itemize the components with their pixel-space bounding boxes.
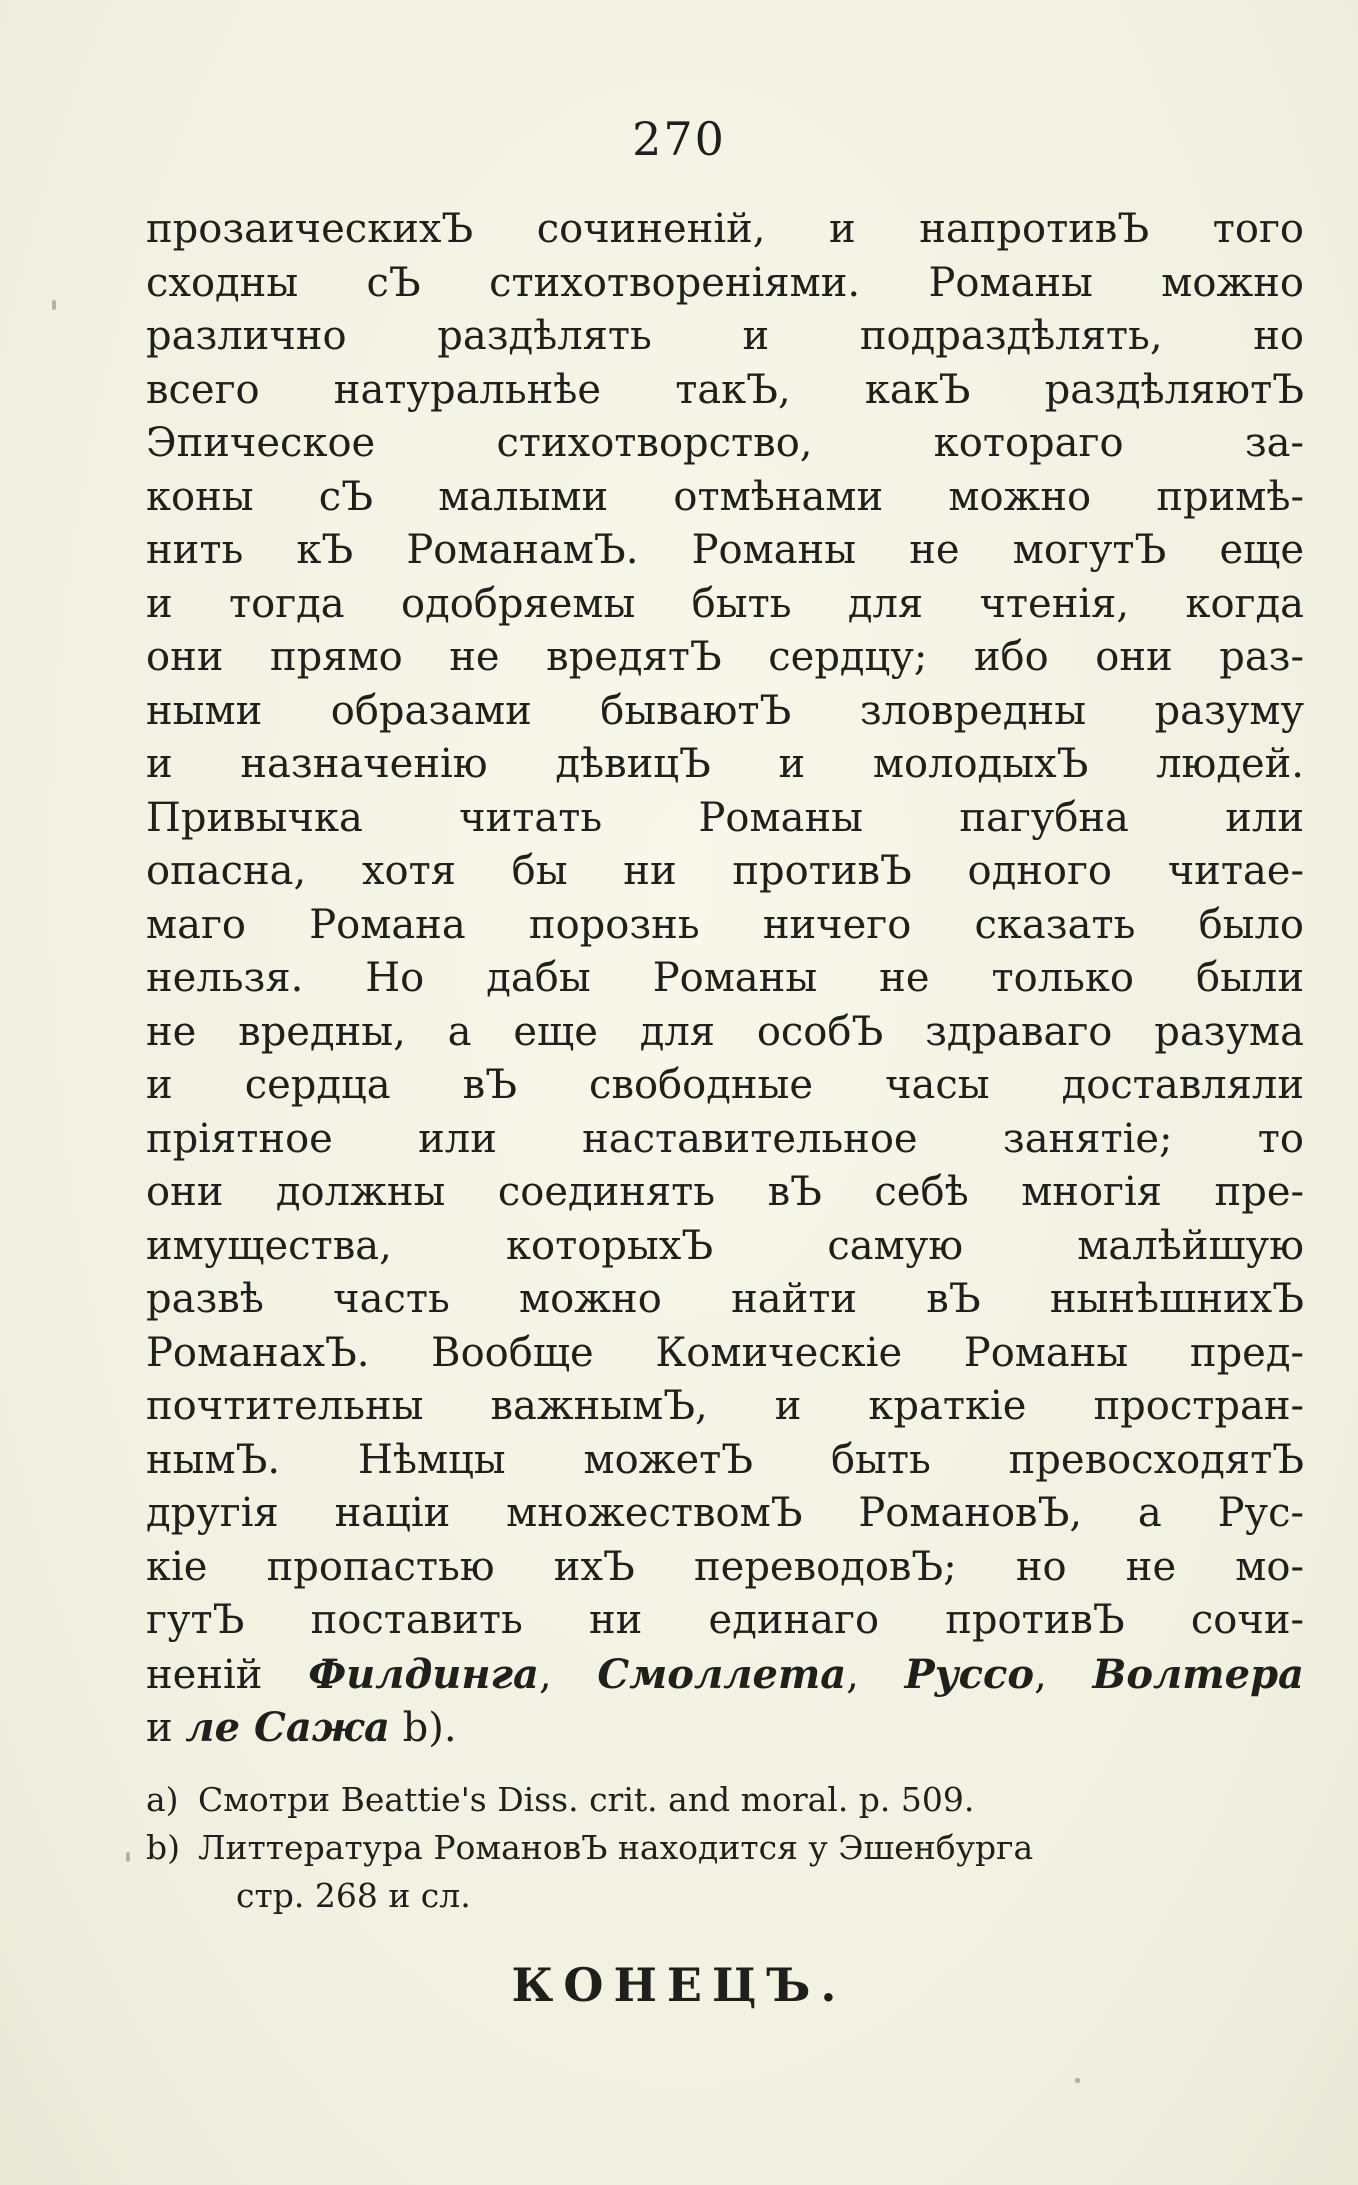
- text-line: ными образами бываютЪ зловредны разуму: [146, 687, 1304, 734]
- text-line: они должны соединять вЪ себѣ многія пре-: [146, 1169, 1304, 1215]
- text-line: они прямо не вредятЪ сердцу; ибо они раз-: [146, 634, 1304, 680]
- main-text: [146, 203, 1304, 1755]
- footnote-text: Смотри Beattie's Diss. crit. and moral. p. 509.: [198, 1780, 975, 1819]
- footnote-text: Литтература РомановЪ находится у Эшенбурга: [198, 1828, 1034, 1867]
- text-line: опасна, хотя бы ни противЪ одного читае-: [146, 848, 1304, 894]
- author-name-lesage: ле Сажа: [185, 1704, 390, 1751]
- page-number: 270: [632, 112, 726, 166]
- footnote-b: [146, 1824, 1304, 1872]
- text-line: и назначенію дѣвицЪ и молодыхЪ людей.: [146, 741, 1304, 787]
- author-name-rousseau: Руссо: [904, 1650, 1035, 1698]
- text-line: другія націи множествомЪ РомановЪ, а Рус-: [146, 1490, 1304, 1536]
- text-line: нымЪ. Нѣмцы можетЪ быть превосходятЪ: [146, 1436, 1304, 1483]
- text-line: сходны сЪ стихотвореніями. Романы можно: [146, 259, 1304, 306]
- text-line: гутЪ поставить ни единаго противЪ сочи-: [146, 1597, 1304, 1643]
- author-name-fielding: Филдинга: [308, 1650, 539, 1698]
- text-line: и тогда одобряемы быть для чтенія, когда: [146, 580, 1304, 627]
- text-line: нить кЪ РоманамЪ. Романы не могутЪ еще: [146, 527, 1304, 573]
- footnote-b-continuation: стр. 268 и сл.: [236, 1876, 471, 1915]
- paper-speck: [52, 300, 56, 310]
- text-line: всего натуральнѣе такЪ, какЪ раздѣляютЪ: [146, 366, 1304, 413]
- text-line: Привычка читать Романы пагубна или: [146, 794, 1304, 841]
- the-end-heading: КОНЕЦЪ.: [511, 1958, 847, 2012]
- text-line: почтительны важнымЪ, и краткіе простран-: [146, 1383, 1304, 1429]
- footnote-marker: a): [146, 1780, 179, 1819]
- author-name-smollett: Смоллета: [597, 1650, 847, 1698]
- text-line: коны сЪ малыми отмѣнами можно примѣ-: [146, 473, 1304, 520]
- text-line: имущества, которыхЪ самую малѣйшую: [146, 1222, 1304, 1269]
- text-line: развѣ часть можно найти вЪ нынѣшнихЪ: [146, 1276, 1304, 1322]
- text-line: РоманахЪ. Вообще Комическіе Романы пред-: [146, 1329, 1304, 1376]
- author-name-voltaire: Волтера: [1092, 1650, 1304, 1698]
- text-line: нельзя. Но дабы Романы не только были: [146, 955, 1304, 1001]
- name-separator: ,: [846, 1651, 905, 1698]
- text-line: [146, 1648, 1304, 1702]
- text-line: и сердца вЪ свободные часы доставляли: [146, 1062, 1304, 1108]
- text-line: кіе пропастью ихЪ переводовЪ; но не мо-: [146, 1543, 1304, 1590]
- paper-speck: [1075, 2078, 1080, 2083]
- text-line-final: [146, 1701, 1304, 1755]
- name-separator: ,: [1034, 1651, 1093, 1698]
- name-separator: ,: [538, 1651, 598, 1698]
- conjunction: и: [146, 1705, 186, 1751]
- text-line: маго Романа порознь ничего сказать было: [146, 901, 1304, 948]
- text-line: различно раздѣлять и подраздѣлять, но: [146, 313, 1304, 359]
- paper-speck: [126, 1852, 130, 1862]
- text-line: не вредны, а еще для особЪ здраваго разума: [146, 1008, 1304, 1055]
- footnote-marker: b): [146, 1828, 180, 1867]
- text-line: пріятное или наставительное занятіе; то: [146, 1115, 1304, 1162]
- text-line: Эпическое стихотворство, котораго за-: [146, 420, 1304, 466]
- footnote-reference: b).: [389, 1705, 457, 1751]
- text-line: прозаическихЪ сочиненій, и напротивЪ того: [146, 206, 1304, 252]
- footnotes: [146, 1776, 1304, 1920]
- footnote-a: [146, 1776, 1304, 1824]
- last-line-lead: неній: [146, 1651, 309, 1698]
